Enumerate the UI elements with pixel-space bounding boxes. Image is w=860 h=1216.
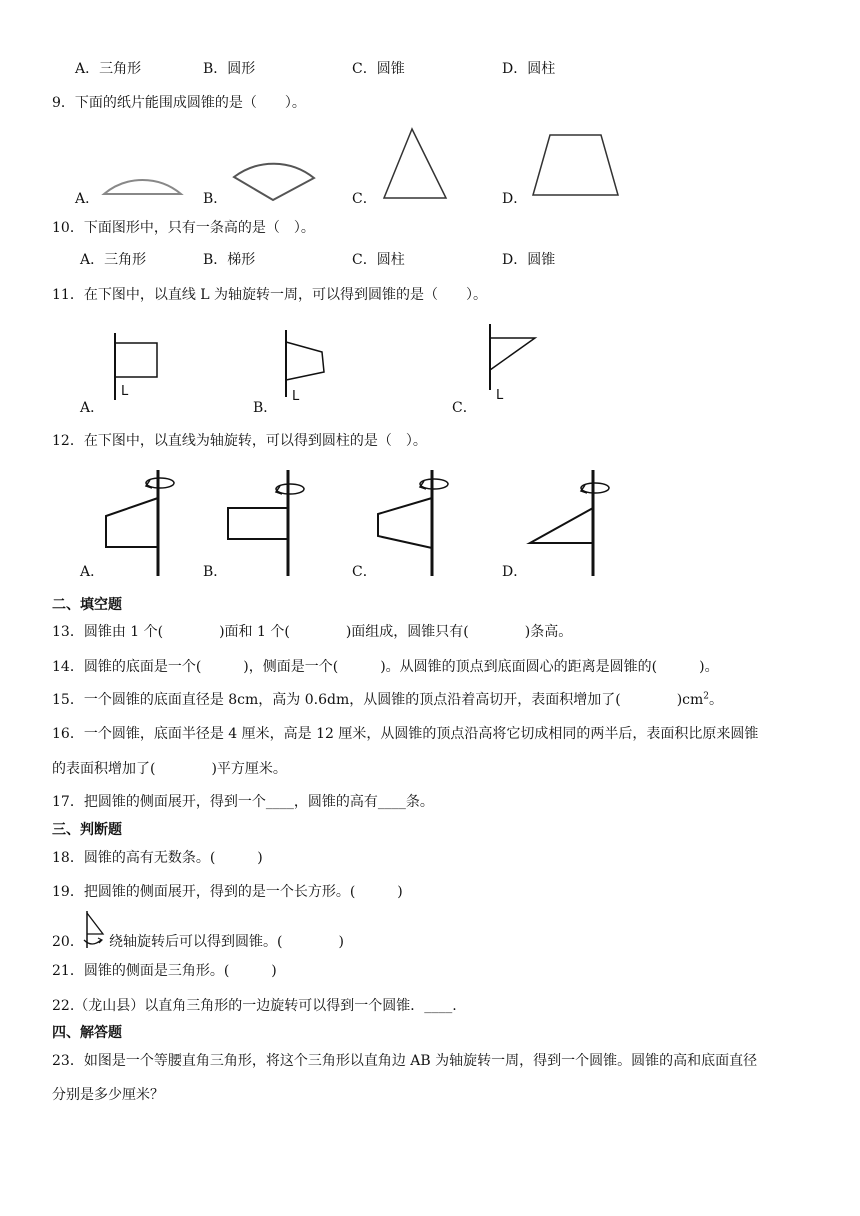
q18-text: 18．圆锥的高有无数条。( ) [52,850,263,866]
q12-label-b: B． [203,564,228,580]
q11-axis-label-a: L [121,384,129,399]
q8-option-a: A．三角形 [75,61,142,77]
q9-text: 9．下面的纸片能围成圆锥的是（ ）。 [52,95,306,111]
q10-option-a: A．三角形 [80,252,147,268]
q19-text: 19．把圆锥的侧面展开，得到的是一个长方形。( ) [52,884,403,900]
q12-label-d: D． [502,564,528,580]
section-4-heading: 四、解答题 [52,1025,122,1041]
q8-option-d: D．圆柱 [502,61,556,77]
q15-text: 15．一个圆锥的底面直径是 8cm，高为 0.6dm，从圆锥的顶点沿着高切开，表面积增加了( )$cm^2$。 [52,691,724,708]
section-3-heading: 三、判断题 [52,822,122,838]
q17-text: 17．把圆锥的侧面展开，得到一个____，圆锥的高有____条。 [52,794,434,810]
q9-label-b: B． [203,191,228,207]
q12-label-c: C． [352,564,377,580]
q16-line-1: 16．一个圆锥，底面半径是 4 厘米，高是 12 厘米，从圆锥的顶点沿高将它切成相同的两半后，表面积比原来圆锥 [52,726,759,742]
q10-option-d: D．圆锥 [502,252,556,268]
q10-option-b: B．梯形 [203,252,256,268]
q9-label-d: D． [502,191,528,207]
q23-line-2: 分别是多少厘米？ [52,1087,164,1103]
q10-option-c: C．圆柱 [352,252,405,268]
q10-text: 10．下面图形中，只有一条高的是（ ）。 [52,220,315,236]
q8-option-b: B．圆形 [203,61,256,77]
q9-label-a: A． [75,191,100,207]
q22-text: 22.（龙山县）以直角三角形的一边旋转可以得到一个圆锥．____. [52,998,457,1014]
q11-label-b: B． [253,400,278,416]
section-2-heading: 二、填空题 [52,597,122,613]
q11-text: 11．在下图中，以直线 L 为轴旋转一周，可以得到圆锥的是（ ）。 [52,287,488,303]
q12-label-a: A． [80,564,105,580]
q9-label-c: C． [352,191,377,207]
q20-text: 绕轴旋转后可以得到圆锥。( ) [109,934,344,950]
q12-text: 12．在下图中，以直线为轴旋转，可以得到圆柱的是（ ）。 [52,433,427,449]
q13-text: 13．圆锥由 1 个( )面和 1 个( )面组成，圆锥只有( )条高。 [52,624,573,640]
q8-option-c: C．圆锥 [352,61,405,77]
q11-label-c: C． [452,400,477,416]
q11-label-a: A． [80,400,105,416]
q23-line-1: 23．如图是一个等腰直角三角形，将这个三角形以直角边 AB 为轴旋转一周，得到一个圆锥。圆锥的高和底面直径 [52,1053,758,1069]
q16-line-2: 的表面积增加了( )平方厘米。 [52,761,287,777]
q21-text: 21．圆锥的侧面是三角形。( ) [52,963,277,979]
q20-number: 20． [52,934,84,950]
q11-axis-label-b: L [292,389,300,404]
q14-text: 14．圆锥的底面是一个( )，侧面是一个( )。从圆锥的顶点到底面圆心的距离是圆锥的( )。 [52,659,719,675]
q11-axis-label-c: L [496,388,504,403]
